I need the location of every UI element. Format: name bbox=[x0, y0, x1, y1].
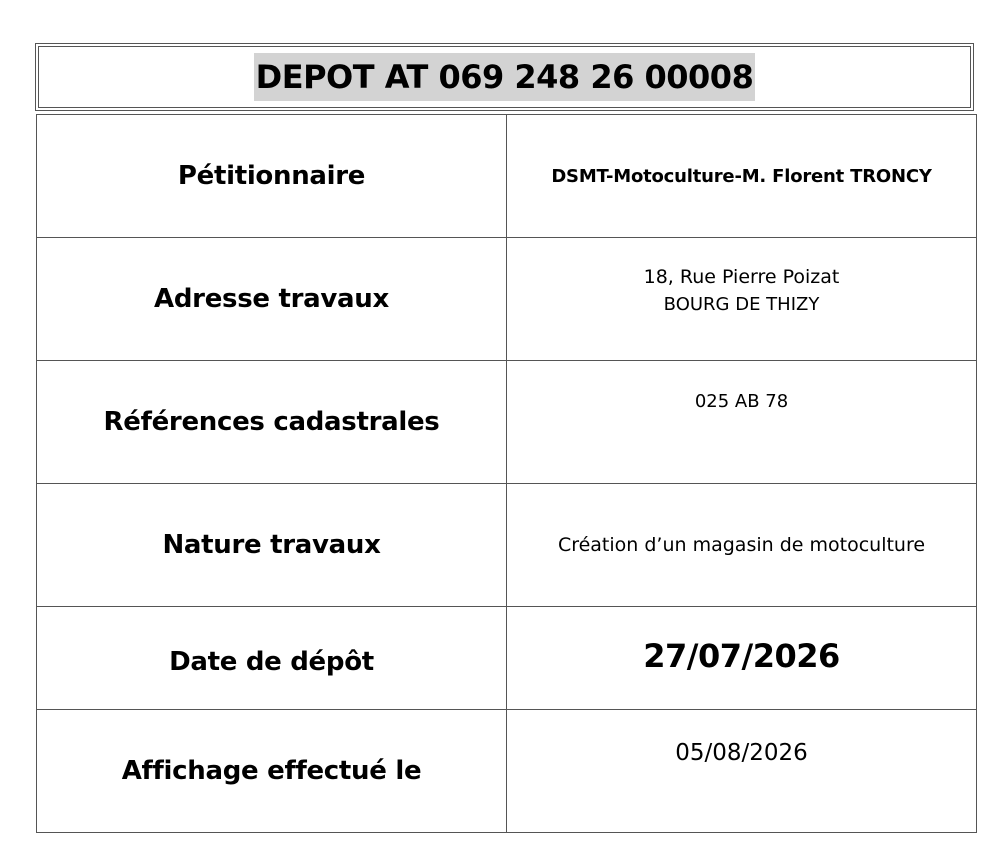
label-cell bbox=[37, 238, 507, 361]
petitionnaire-label: Pétitionnaire bbox=[177, 161, 366, 191]
table-row-affichage bbox=[37, 710, 977, 833]
table-row-petitionnaire bbox=[37, 115, 977, 238]
value-cell bbox=[507, 607, 977, 710]
value-cell bbox=[507, 238, 977, 361]
label-cell bbox=[37, 710, 507, 833]
value-cell bbox=[507, 115, 977, 238]
document-title: DEPOT AT 069 248 26 00008 bbox=[254, 53, 756, 101]
adresse-line-1: 18, Rue Pierre Poizat bbox=[643, 266, 840, 288]
references-value: 025 AB 78 bbox=[694, 391, 789, 412]
adresse-label: Adresse travaux bbox=[154, 284, 389, 314]
affichage-value: 05/08/2026 bbox=[675, 740, 808, 766]
table-row-date-depot bbox=[37, 607, 977, 710]
label-cell bbox=[37, 607, 507, 710]
label-cell bbox=[37, 361, 507, 484]
table-row-adresse bbox=[37, 238, 977, 361]
label-cell bbox=[37, 115, 507, 238]
table-row-nature bbox=[37, 484, 977, 607]
affichage-label: Affichage effectué le bbox=[121, 756, 422, 786]
label-cell bbox=[37, 484, 507, 607]
nature-label: Nature travaux bbox=[162, 530, 381, 560]
value-cell bbox=[507, 361, 977, 484]
date-depot-label: Date de dépôt bbox=[169, 647, 374, 677]
petitionnaire-value: DSMT-Motoculture-M. Florent TRONCY bbox=[551, 165, 932, 187]
info-table bbox=[36, 114, 977, 833]
references-label: Références cadastrales bbox=[103, 407, 440, 437]
title-inner-frame bbox=[38, 46, 971, 108]
date-depot-value: 27/07/2026 bbox=[643, 637, 840, 675]
nature-value: Création d’un magasin de motoculture bbox=[557, 534, 926, 556]
title-frame bbox=[35, 43, 974, 111]
table-row-references bbox=[37, 361, 977, 484]
adresse-line-2: BOURG DE THIZY bbox=[663, 294, 820, 315]
value-cell bbox=[507, 484, 977, 607]
value-cell bbox=[507, 710, 977, 833]
